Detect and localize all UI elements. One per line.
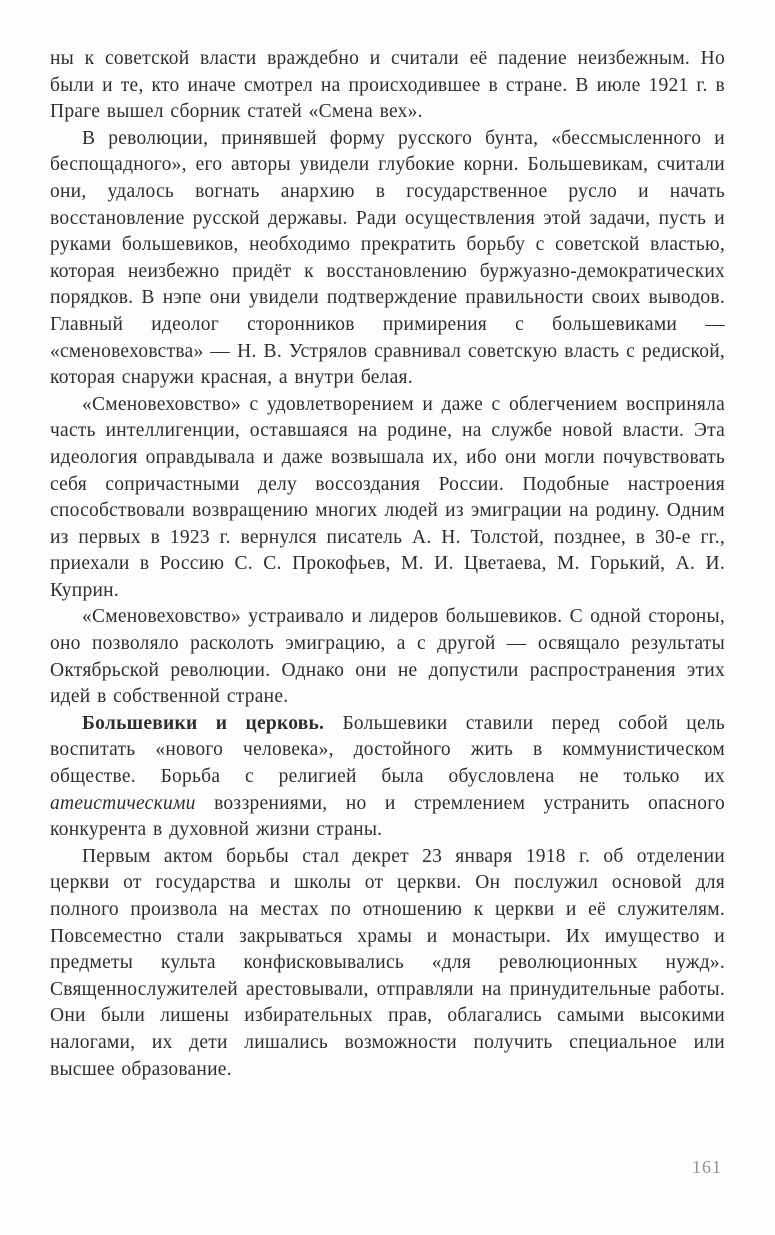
paragraph-bolsheviks-and-church bbox=[50, 711, 725, 844]
paragraph-revolution-roots: В революции, принявшей форму русского бунта, «бессмысленного и беспощадного», его авторы увидели глубокие корни. Большевикам, считали они, удалось вогнать анархию в государственное русло и начать восстановление русской державы. Ради осуществления этой задачи, пусть и руками большевиков, необходимо прекратить борьбу с советской властью, которая неизбежно придёт к восстановлению буржуазно-демократических порядков. В нэпе они увидели подтверждение правильности своих выводов. Главный идеолог сторонников примирения с большевиками — «сменовеховства» — Н. В. Устрялов сравнивал советскую власть с редиской, которая снаружи красная, а внутри белая. bbox=[50, 127, 725, 389]
paragraph-italic-term: атеистическими bbox=[50, 792, 196, 814]
paragraph-smenovekhovstvo-bolsheviks: «Сменовеховство» устраивало и лидеров большевиков. С одной стороны, оно позволяло расколоть эмиграцию, а с другой — освящало результаты Октябрьской революции. Однако они не допустили распространения этих идей в собственной стране. bbox=[50, 606, 725, 708]
paragraph-decree-1918: Первым актом борьбы стал декрет 23 января 1918 г. об отделении церкви от государства и школы от церкви. Он послужил основой для полного произвола на местах по отношению к церкви и её служителям. Повсеместно стали закрываться храмы и монастыри. Их имущество и предметы культа конфисковывались «для революционных нужд». Священнослужителей арестовывали, отправляли на принудительные работы. Они были лишены избирательных прав, облагались самыми высокими налогами, их дети лишались возможности получить специальное или высшее образование. bbox=[50, 845, 725, 1080]
paragraph-text: воззрениями, но и стремлением устранить опасного конкурента в духовной жизни страны. bbox=[50, 792, 726, 841]
paragraph-lead-bold: Большевики и церковь. bbox=[82, 712, 325, 734]
page-number: 161 bbox=[692, 1157, 722, 1178]
paragraph-smenovekhovstvo-intelligentsia: «Сменовеховство» с удовлетворением и даже с облегчением восприняла часть интеллигенции, оставшаяся на родине, на службе новой власти. Эта идеология оправдывала и даже возвышала их, ибо они могли почувствовать себя сопричастными делу воссоздания России. Подобные настроения способствовали возвращению многих людей из эмиграции на родину. Одним из первых в 1923 г. вернулся писатель А. Н. Толстой, позднее, в 30-е гг., приехали в Россию С. С. Прокофьев, М. И. Цветаева, М. Горький, А. И. Куприн. bbox=[50, 393, 725, 601]
paragraph-smena-vekh-intro: ны к советской власти враждебно и считали её падение неизбежным. Но были и те, кто иначе смотрел на происходившее в стране. В июле 1921 г. в Праге вышел сборник статей «Смена вех». bbox=[50, 48, 725, 123]
paragraph-text: Большевики ставили перед собой цель воспитать «нового человека», достойного жить в коммунистическом обществе. Борьба с религией была обусловлена не только их bbox=[50, 712, 725, 788]
